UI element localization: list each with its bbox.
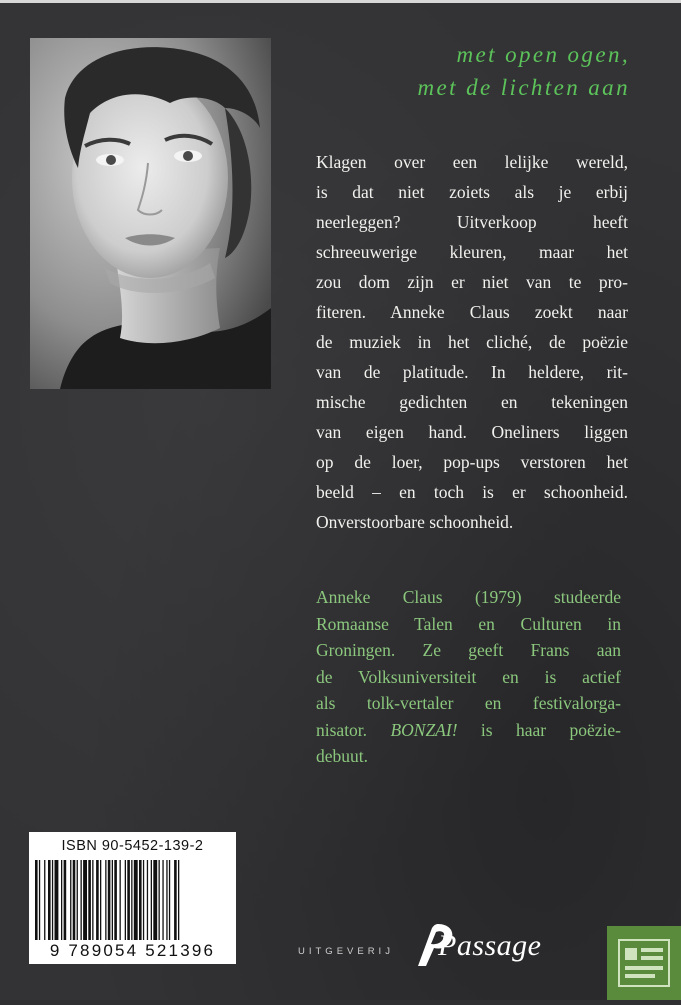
blurb-line: is dat niet zoiets als je erbij bbox=[316, 182, 628, 202]
barcode-bar bbox=[96, 860, 99, 940]
publisher-name: Passage bbox=[438, 929, 542, 962]
author-bio bbox=[316, 584, 621, 770]
blurb-line: Klagen over een lelijke wereld, bbox=[316, 152, 628, 172]
blurb-line: Onverstoorbare schoonheid. bbox=[316, 512, 514, 532]
blurb-line: mische gedichten en tekeningen bbox=[316, 392, 628, 412]
barcode-bar bbox=[159, 860, 160, 940]
barcode-bar bbox=[55, 860, 59, 940]
barcode-icon bbox=[35, 860, 230, 940]
barcode-bar bbox=[151, 860, 152, 940]
barcode-bar bbox=[52, 860, 53, 940]
publisher-prefix: UITGEVERIJ bbox=[298, 946, 394, 957]
blurb-line: op de loer, pop-ups verstoren het bbox=[316, 452, 628, 472]
barcode-bar bbox=[120, 860, 121, 940]
blurb-line: van de platitude. In heldere, rit- bbox=[316, 362, 628, 382]
bio-text: nisator. bbox=[316, 719, 391, 740]
barcode-bar bbox=[70, 860, 71, 940]
isbn-label: ISBN 90-5452-139-2 bbox=[61, 838, 204, 854]
barcode-bar bbox=[108, 860, 111, 940]
barcode-bar bbox=[35, 860, 38, 940]
blurb-line: neerleggen? Uitverkoop heeft bbox=[316, 212, 628, 232]
blurb-line: de muziek in het cliché, de poëzie bbox=[316, 332, 628, 352]
barcode-bar bbox=[162, 860, 163, 940]
barcode-bar bbox=[64, 860, 67, 940]
bio-line: Groningen. Ze geeft Frans aan bbox=[316, 640, 621, 660]
barcode-bar bbox=[88, 860, 91, 940]
barcode-bar bbox=[39, 860, 40, 940]
bio-line: als tolk-vertaler en festivalorga- bbox=[316, 693, 621, 713]
cover-edge bbox=[0, 0, 681, 3]
barcode-bar bbox=[48, 860, 51, 940]
barcode-bar bbox=[143, 860, 144, 940]
barcode-bar bbox=[114, 860, 117, 940]
bio-line bbox=[316, 717, 621, 744]
author-photo bbox=[30, 38, 271, 389]
lastdodo-logo-icon bbox=[607, 926, 681, 1000]
barcode-bar bbox=[61, 860, 62, 940]
barcode-bar bbox=[169, 860, 170, 940]
bio-line: de Volksuniversiteit en is actief bbox=[316, 666, 621, 687]
blurb-line: beeld – en toch is er schoonheid. bbox=[316, 482, 628, 502]
barcode-bar bbox=[153, 860, 157, 940]
tagline-line: met open ogen, bbox=[456, 42, 630, 67]
barcode-bar bbox=[127, 860, 130, 940]
blurb-line: fiteren. Anneke Claus zoekt naar bbox=[316, 302, 628, 322]
ean-number: 9 789054 521396 bbox=[49, 941, 216, 960]
barcode-box bbox=[29, 832, 236, 964]
barcode-bar bbox=[131, 860, 132, 940]
barcode-bar bbox=[81, 860, 82, 940]
barcode-bar bbox=[139, 860, 142, 940]
barcode-bar bbox=[178, 860, 179, 940]
bio-line: Romaanse Talen en Culturen in bbox=[316, 613, 621, 634]
barcode-bar bbox=[147, 860, 148, 940]
blurb-line: zou dom zijn er niet van te pro- bbox=[316, 272, 628, 292]
tagline-line: met de lichten aan bbox=[417, 75, 630, 100]
author-portrait-illustration bbox=[30, 38, 271, 389]
barcode-bar bbox=[105, 860, 106, 940]
barcode-bar bbox=[174, 860, 177, 940]
barcode-bar bbox=[134, 860, 138, 940]
barcode-bar bbox=[166, 860, 167, 940]
watermark-badge bbox=[607, 926, 681, 1000]
blurb-line: van eigen hand. Oneliners liggen bbox=[316, 422, 628, 442]
bio-line: Anneke Claus (1979) studeerde bbox=[316, 587, 621, 607]
barcode-bar bbox=[44, 860, 45, 940]
blurb-line: schreeuwerige kleuren, maar het bbox=[316, 242, 628, 262]
barcode-bar bbox=[125, 860, 126, 940]
barcode-bar bbox=[100, 860, 101, 940]
barcode-bar bbox=[83, 860, 87, 940]
barcode-bar bbox=[92, 860, 93, 940]
barcode-bar bbox=[112, 860, 113, 940]
barcode-bar bbox=[77, 860, 78, 940]
barcode-bar bbox=[73, 860, 76, 940]
book-title: BONZAI! bbox=[390, 719, 458, 740]
tagline bbox=[300, 38, 630, 104]
blurb bbox=[316, 147, 628, 537]
bio-text: is haar poëzie- bbox=[457, 719, 621, 740]
bio-line: debuut. bbox=[316, 746, 369, 766]
